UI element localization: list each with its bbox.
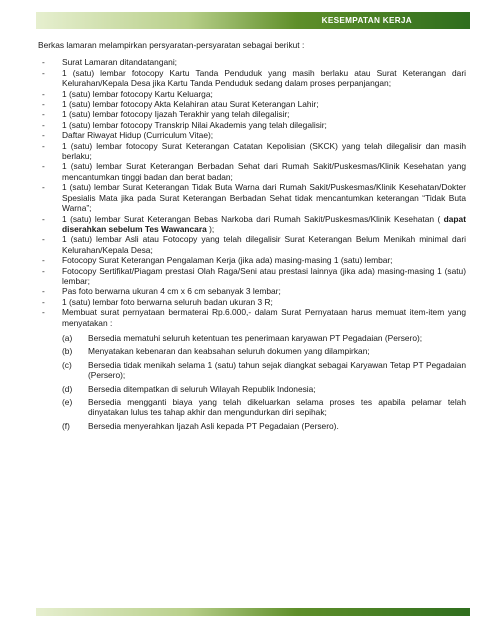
requirement-item: [38, 307, 466, 328]
statement-text: Bersedia mengganti biaya yang telah dikeluarkan selama proses tes apabila pelamar telah dinyatakan lulus tes tahap akhir dan mengundurkan diri sepihak;: [88, 397, 466, 418]
statement-list: [38, 333, 466, 431]
requirement-item: [38, 286, 466, 296]
statement-marker: (c): [62, 359, 72, 370]
statement-marker: (b): [62, 346, 73, 357]
requirement-item: [38, 109, 466, 119]
requirement-text-bold: dapat diserahkan sebelum Tes Wawancara: [62, 213, 466, 234]
requirement-item: [38, 234, 466, 255]
requirement-text: 1 (satu) lembar foto berwarna seluruh badan ukuran 3 R;: [62, 296, 273, 307]
requirement-text: Fotocopy Surat Keterangan Pengalaman Kerja (jika ada) masing-masing 1 (satu) lembar;: [62, 255, 393, 266]
requirement-text: Fotocopy Sertifikat/Piagam prestasi Olah Raga/Seni atau prestasi lainnya (jika ada) masing-masing 1 (satu) lembar;: [62, 265, 466, 286]
bullet-dash: -: [42, 182, 45, 193]
page-title: KESEMPATAN KERJA: [321, 16, 412, 25]
statement-text: Bersedia tidak menikah selama 1 (satu) tahun sejak diangkat sebagai Karyawan Tetap PT Pegadaian (Persero);: [88, 359, 466, 381]
bullet-dash: -: [42, 67, 45, 78]
requirement-text: Surat Lamaran ditandatangani;: [62, 57, 178, 68]
statement-text: Bersedia mematuhi seluruh ketentuan tes penerimaan karyawan PT Pegadaian (Persero);: [88, 332, 423, 343]
bullet-dash: -: [42, 296, 45, 307]
requirement-item: [38, 141, 466, 162]
statement-item: [38, 397, 466, 418]
requirements-list: [38, 57, 466, 328]
requirement-text: 1 (satu) lembar fotocopy Surat Keterangan Catatan Kepolisian (SKCK) yang telah dilegalisir dan masih berlaku;: [62, 140, 466, 162]
bullet-dash: -: [42, 140, 45, 151]
header-bar: [36, 12, 470, 29]
statement-item: [38, 421, 466, 431]
bullet-dash: -: [42, 286, 45, 297]
bullet-dash: -: [42, 265, 45, 276]
requirement-text-start: 1 (satu) lembar Surat Keterangan Bebas Narkoba dari Rumah Sakit/Puskesmas/Klinik Kesehatan (: [62, 213, 444, 224]
statement-item: [38, 384, 466, 394]
statement-marker: (e): [62, 397, 73, 407]
document-body: [38, 40, 466, 434]
bullet-dash: -: [42, 255, 45, 266]
statement-text: Bersedia menyerahkan Ijazah Asli kepada PT Pegadaian (Persero).: [88, 420, 339, 431]
statement-item: [38, 346, 466, 356]
bullet-dash: -: [42, 307, 45, 318]
statement-marker: (d): [62, 383, 73, 394]
statement-marker: (a): [62, 332, 73, 343]
requirement-text: 1 (satu) lembar fotocopy Ijazah Terakhir yang telah dilegalisir;: [62, 109, 290, 120]
requirement-item: [38, 68, 466, 89]
statement-item: [38, 360, 466, 381]
requirement-text-end: );: [206, 223, 215, 234]
requirement-text: 1 (satu) lembar fotocopy Kartu Keluarga;: [62, 88, 213, 99]
requirement-text: Pas foto berwarna ukuran 4 cm x 6 cm sebanyak 3 lembar;: [62, 286, 281, 297]
requirement-item: [38, 255, 466, 265]
bullet-dash: -: [42, 213, 45, 224]
requirement-item: [38, 182, 466, 213]
requirement-text: 1 (satu) lembar Asli atau Fotocopy yang telah dilegalisir Surat Keterangan Belum Menikah minimal dari Kelurahan/Kepala Desa;: [62, 234, 466, 255]
bullet-dash: -: [42, 234, 45, 245]
requirement-item: [38, 57, 466, 67]
requirement-text: 1 (satu) lembar fotocopy Akta Kelahiran atau Surat Keterangan Lahir;: [62, 99, 319, 110]
requirement-text: 1 (satu) lembar fotocopy Kartu Tanda Penduduk yang masih berlaku atau Surat Keterangan dari Kelurahan/Kepala Desa jika Kartu Tanda Penduduk sedang dalam proses perpanjangan;: [62, 67, 466, 89]
intro-text: Berkas lamaran melampirkan persyaratan-persyaratan sebagai berikut :: [38, 40, 305, 50]
requirement-item: [38, 214, 466, 235]
requirement-item: [38, 297, 466, 307]
requirement-text: 1 (satu) lembar Surat Keterangan Berbadan Sehat dari Rumah Sakit/Puskesmas/Klinik Kesehatan yang mencantumkan tinggi badan dan berat badan;: [62, 161, 466, 182]
requirement-item: [38, 89, 466, 99]
requirement-text: Daftar Riwayat Hidup (Curriculum Vitae);: [62, 130, 214, 141]
bullet-dash: -: [42, 109, 45, 120]
bullet-dash: -: [42, 57, 45, 68]
requirement-text: 1 (satu) lembar Surat Keterangan Tidak Buta Warna dari Rumah Sakit/Puskesmas/Klinik Kesehatan/Dokter Spesialis Mata jika pada Surat Keterangan Berbadan Sehat tidak mencantumkan keterangan “Tidak Buta Warna”;: [62, 182, 466, 214]
bullet-dash: -: [42, 88, 45, 99]
requirement-item: [38, 161, 466, 182]
statement-marker: (f): [62, 420, 70, 431]
statement-item: [38, 333, 466, 343]
statement-text: Menyatakan kebenaran dan keabsahan seluruh dokumen yang dilampirkan;: [88, 346, 370, 357]
requirement-text: Membuat surat pernyataan bermaterai Rp.6.000,- dalam Surat Pernyataan harus memuat item-item yang menyatakan :: [62, 307, 466, 328]
requirement-item: [38, 99, 466, 109]
bullet-dash: -: [42, 99, 45, 110]
bullet-dash: -: [42, 119, 45, 130]
requirement-item: [38, 120, 466, 130]
statement-text: Bersedia ditempatkan di seluruh Wilayah Republik Indonesia;: [88, 383, 316, 394]
requirement-item: [38, 130, 466, 140]
requirement-text: 1 (satu) lembar fotocopy Transkrip Nilai Akademis yang telah dilegalisir;: [62, 119, 327, 130]
footer-bar: [36, 608, 470, 616]
bullet-dash: -: [42, 161, 45, 172]
requirement-item: [38, 266, 466, 287]
bullet-dash: -: [42, 130, 45, 141]
